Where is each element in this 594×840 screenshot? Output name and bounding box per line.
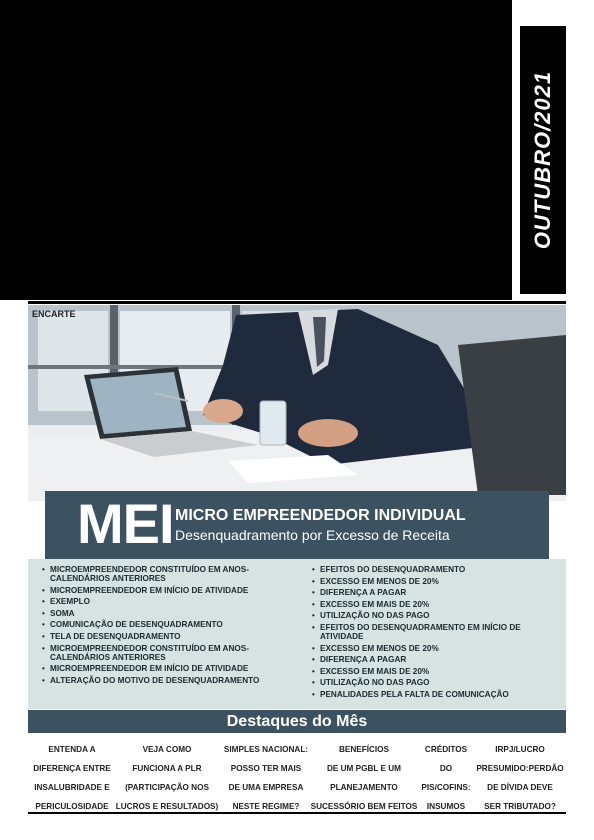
highlight-line: DE DÍVIDA DEVE: [487, 783, 553, 792]
highlight-article[interactable]: [28, 740, 116, 816]
topic-item: • MICROEMPREENDEDOR CONSTITUÍDO EM ANOS-CALENDÁRIOS ANTERIORES: [42, 644, 304, 662]
encarte-label: ENCARTE: [32, 309, 76, 319]
highlight-line: FUNCIONA A PLR: [132, 764, 202, 773]
highlight-line: VEJA COMO: [142, 745, 192, 754]
cover-photo: [28, 305, 566, 501]
issue-month: OUTUBRO/2021: [530, 70, 555, 250]
topic-item: • EXCESSO EM MAIS DE 20%: [312, 667, 564, 676]
highlight-line: DE UM PGBL E UM: [327, 764, 401, 773]
bottom-divider: [28, 812, 566, 814]
topic-item: • ALTERAÇÃO DO MOTIVO DE DESENQUADRAMENTO: [42, 676, 304, 685]
topics-left-column: [42, 565, 304, 687]
topic-item: • SOMA: [42, 609, 304, 618]
topic-item: • UTILIZAÇÃO NO DAS PAGO: [312, 611, 564, 620]
topic-item: • EXCESSO EM MENOS DE 20%: [312, 577, 564, 586]
topic-item: • TELA DE DESENQUADRAMENTO: [42, 632, 304, 641]
topic-item: • PENALIDADES PELA FALTA DE COMUNICAÇÃO: [312, 690, 564, 699]
highlight-line: POSSO TER MAIS: [230, 764, 302, 773]
highlight-line: BENEFÍCIOS: [338, 745, 390, 754]
highlight-line: PERICULOSIDADE: [35, 802, 109, 811]
highlight-article[interactable]: [476, 740, 564, 816]
topic-item: • EXCESSO EM MENOS DE 20%: [312, 644, 564, 653]
highlight-line: INSUMOS: [426, 802, 466, 811]
topic-item: • DIFERENÇA A PAGAR: [312, 655, 564, 664]
topic-item: • EXEMPLO: [42, 597, 304, 606]
topic-item: • EFEITOS DO DESENQUADRAMENTO: [312, 565, 564, 574]
business-meeting-illustration: [28, 305, 566, 501]
month-strip: [520, 26, 566, 294]
highlight-line: PLANEJAMENTO: [330, 783, 398, 792]
topic-item: • MICROEMPREENDEDOR CONSTITUÍDO EM ANOS-CALENDÁRIOS ANTERIORES: [42, 565, 304, 583]
highlight-line: NESTE REGIME?: [232, 802, 300, 811]
topic-item: • DIFERENÇA A PAGAR: [312, 588, 564, 597]
mei-acronym: MEI: [77, 492, 174, 555]
highlight-line: ENTENDA A: [48, 745, 96, 754]
highlight-line: INSALUBRIDADE E: [34, 783, 110, 792]
highlight-line: CRÉDITOS: [424, 745, 468, 754]
topic-item: • EXCESSO EM MAIS DE 20%: [312, 600, 564, 609]
highlight-article[interactable]: [414, 740, 478, 816]
highlight-line: SUCESSÓRIO BEM FEITOS: [310, 802, 418, 811]
highlight-article[interactable]: [308, 740, 420, 816]
highlight-line: LUCROS E RESULTADOS): [115, 802, 219, 811]
topic-item: • COMUNICAÇÃO DE DESENQUADRAMENTO: [42, 620, 304, 629]
top-divider: [28, 301, 566, 304]
highlights-row: [28, 734, 566, 812]
highlight-line: SIMPLES NACIONAL:: [223, 745, 309, 754]
highlight-article[interactable]: [112, 740, 222, 816]
highlight-line: SER TRIBUTADO?: [484, 802, 556, 811]
highlight-line: PRESUMIDO:PERDÃO: [476, 764, 564, 773]
topics-panel: [28, 559, 566, 709]
highlight-line: (PARTICIPAÇÃO NOS: [125, 783, 209, 792]
highlight-line: DIFERENÇA ENTRE: [33, 764, 111, 773]
mei-banner: [45, 491, 549, 559]
highlights-heading: Destaques do Mês: [28, 710, 566, 733]
topic-item: • UTILIZAÇÃO NO DAS PAGO: [312, 678, 564, 687]
topics-right-column: [312, 565, 564, 702]
highlight-line: PIS/COFINS:: [421, 783, 471, 792]
topic-item: • EFEITOS DO DESENQUADRAMENTO EM INÍCIO DE ATIVIDADE: [312, 623, 564, 641]
highlight-line: IRPJ/LUCRO: [495, 745, 545, 754]
cover-black-block: [0, 0, 512, 300]
highlight-line: DE UMA EMPRESA: [228, 783, 304, 792]
mei-subtitle: Desenquadramento por Excesso de Receita: [175, 527, 450, 543]
topic-item: • MICROEMPREENDEDOR EM INÍCIO DE ATIVIDADE: [42, 664, 304, 673]
highlight-line: DO: [439, 764, 453, 773]
topic-item: • MICROEMPREENDEDOR EM INÍCIO DE ATIVIDADE: [42, 586, 304, 595]
highlight-article[interactable]: [218, 740, 314, 816]
mei-title: MICRO EMPREENDEDOR INDIVIDUAL: [175, 507, 466, 524]
